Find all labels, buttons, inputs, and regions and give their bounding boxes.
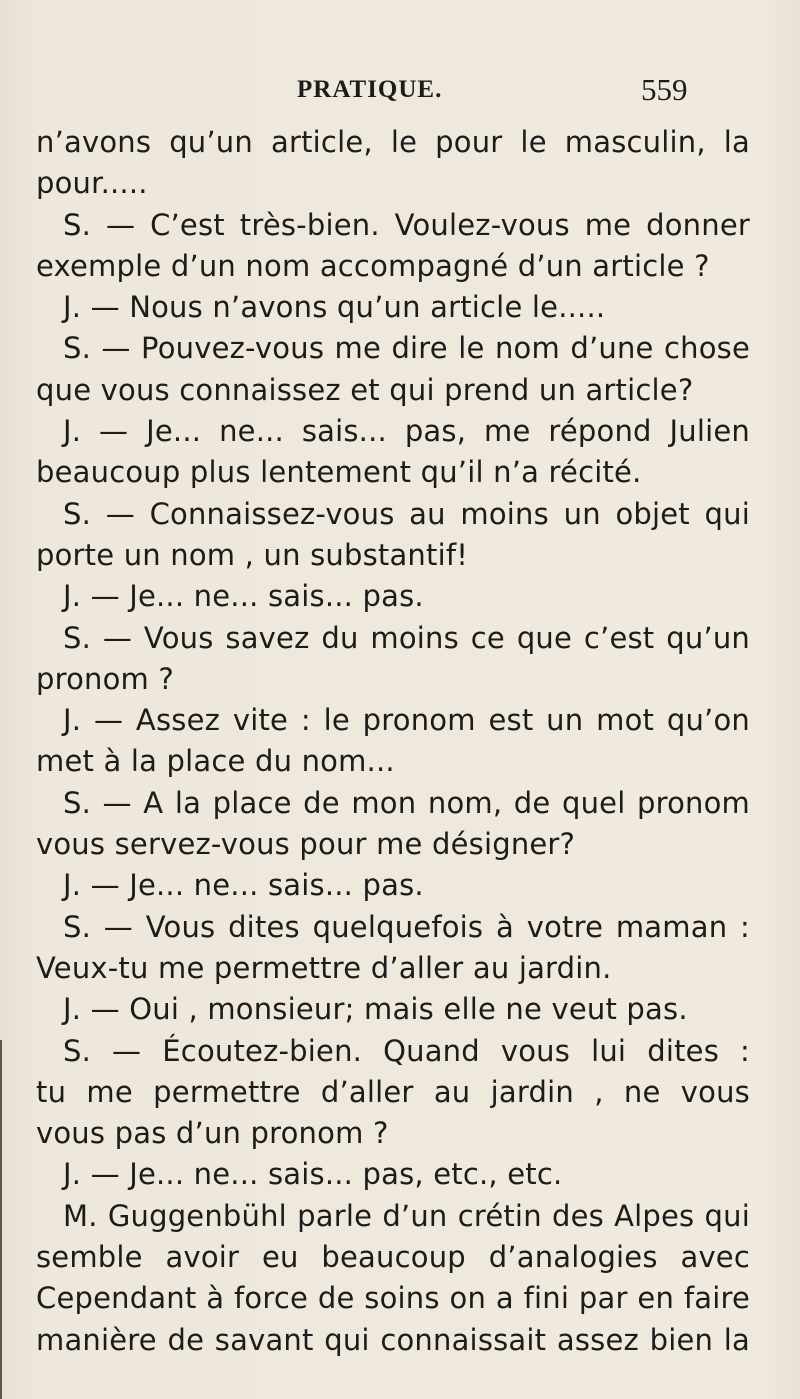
text-line: pour..... (36, 166, 148, 201)
text-line: n’avons qu’un article, le pour le masculin, la (36, 125, 750, 159)
text-line: S. — Pouvez-vous me dire le nom d’une chose (63, 331, 750, 366)
text-line: vous pas d’un pronom ? (36, 1116, 389, 1151)
text-line: Veux-tu me permettre d’aller au jardin. (36, 950, 612, 985)
text-line: J. — Assez vite : le pronom est un mot qu’on (63, 703, 750, 738)
text-line: beaucoup plus lentement qu’il n’a récité. (36, 455, 642, 490)
text-line: M. Guggenbühl parle d’un crétin des Alpes qui (63, 1198, 750, 1233)
page-edge-shadow (0, 1040, 2, 1399)
body-text (36, 122, 750, 1361)
text-line: S. — Connaissez-vous au moins un objet qui (63, 496, 750, 531)
text-line: S. — Écoutez-bien. Quand vous lui dites : (63, 1033, 750, 1068)
page-header (0, 72, 800, 110)
text-line: que vous connaissez et qui prend un article? (36, 372, 694, 407)
text-line: exemple d’un nom accompagné d’un article ? (36, 248, 710, 283)
text-line: J. — Oui , monsieur; mais elle ne veut pas. (63, 992, 688, 1027)
text-line: J. — Nous n’avons qu’un article le..... (63, 290, 606, 325)
text-line: tu me permettre d’aller au jardin , ne vous (36, 1074, 750, 1109)
text-line: J. — Je... ne... sais... pas. (63, 868, 424, 903)
text-line: J. — Je... ne... sais... pas. (63, 579, 424, 614)
running-head: PRATIQUE. (297, 76, 443, 103)
text-line: porte un nom , un substantif! (36, 537, 469, 572)
text-line: S. — C’est très-bien. Voulez-vous me donner (63, 207, 750, 242)
text-line: J. — Je... ne... sais... pas, me répond Julien (63, 414, 750, 449)
text-line: S. — Vous dites quelquefois à votre maman : (63, 909, 750, 944)
page-number: 559 (641, 72, 688, 107)
text-line: J. — Je... ne... sais... pas, etc., etc. (63, 1157, 563, 1192)
text-line: Cependant à force de soins on a fini par en faire (36, 1281, 750, 1316)
text-line: semble avoir eu beaucoup d’analogies avec (36, 1240, 750, 1275)
text-line: pronom ? (36, 661, 175, 696)
text-line: met à la place du nom... (36, 744, 395, 779)
text-line: manière de savant qui connaissait assez bien la (36, 1322, 750, 1357)
text-line: S. — A la place de mon nom, de quel pronom (63, 785, 750, 820)
text-line: vous servez-vous pour me désigner? (36, 827, 576, 862)
text-line: S. — Vous savez du moins ce que c’est qu’un (63, 620, 750, 655)
